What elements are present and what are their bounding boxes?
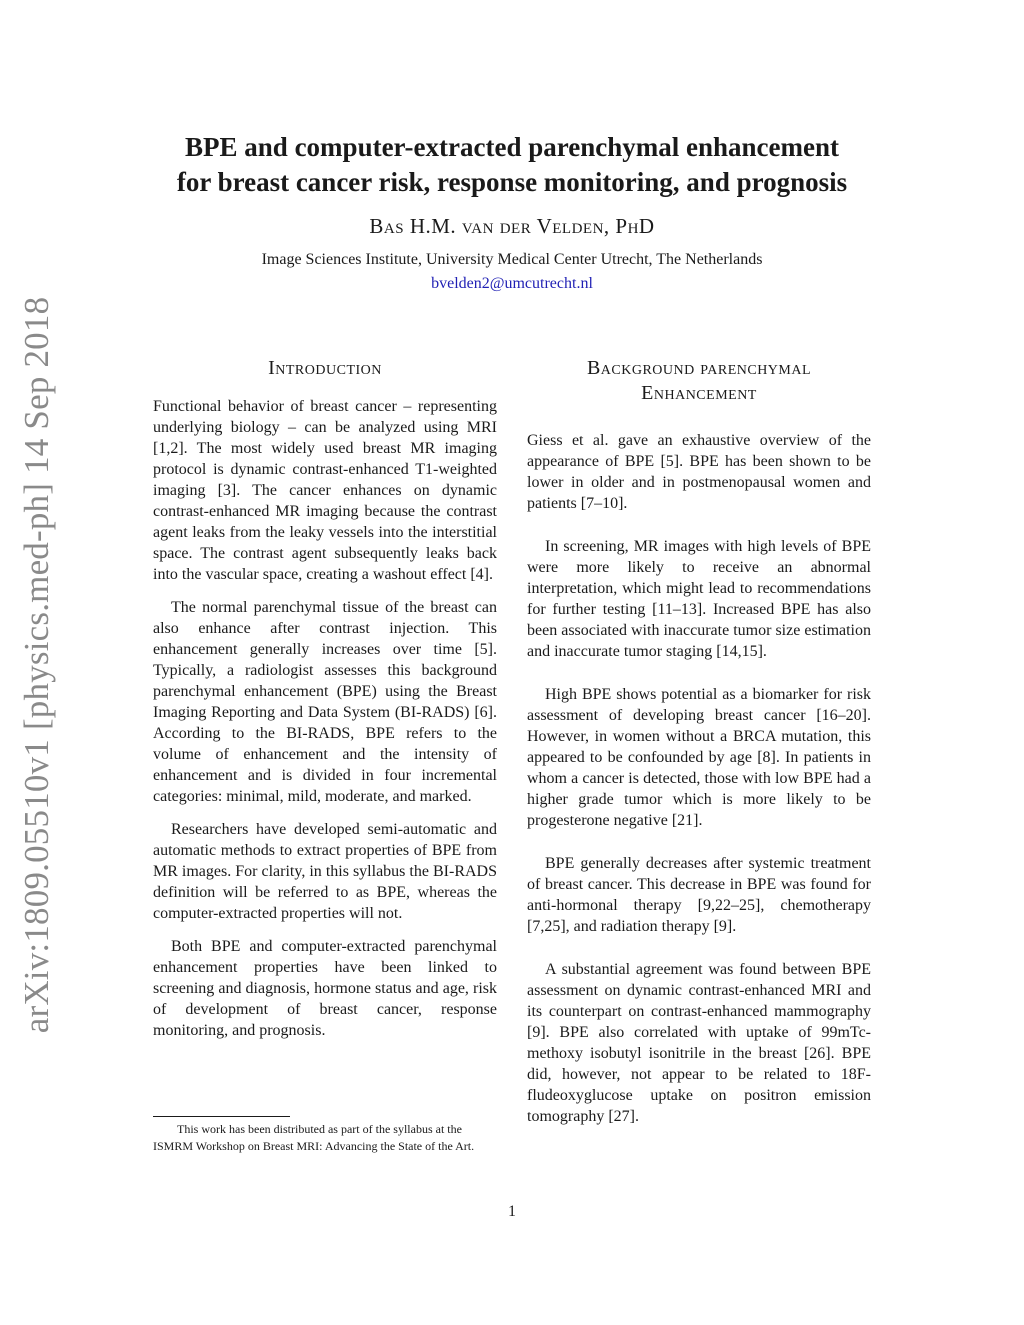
bpe-paragraph-3: High BPE shows potential as a biomarker for risk assessment of developing breast cancer [16–20]. However, in women without a BRCA mutation, this appeared to be confounded by age [8]. In patients in whom a cancer is detected, those with low BPE had a higher grade tumor which is more likely to be progesterone negative [21]. — [527, 686, 871, 829]
intro-paragraph-4: Both BPE and computer-extracted parenchymal enhancement properties have been linked to screening and diagnosis, hormone status and age, risk of development of breast cancer, response monitoring, and prognosis. — [153, 938, 497, 1039]
bpe-paragraph-2: In screening, MR images with high levels of BPE were more likely to receive an abnormal interpretation, which might lead to recommendations for further testing [11–13]. Increased BPE has also been associated with inaccurate tumor size estimation and inaccurate tumor staging [14,15]. — [527, 538, 871, 660]
author: Bas H.M. van der Velden, PhD — [369, 214, 655, 238]
arxiv-stamp — [12, 296, 62, 1034]
intro-paragraph-2: The normal parenchymal tissue of the breast can also enhance after contrast injection. This enhancement generally increases over time [5]. Typically, a radiologist assesses this background parenchymal enhancement (BPE) using the Breast Imaging Reporting and Data System (BI-RADS) [6]. According to the BI-RADS, BPE refers to the volume of enhancement and the intensity of enhancement and is divided in four incremental categories: minimal, mild, moderate, and marked. — [153, 599, 497, 805]
arxiv-id: arXiv:1809.05510v1 [physics.med-ph] 14 Sep 2018 — [17, 296, 56, 1034]
intro-paragraph-1: Functional behavior of breast cancer – representing underlying biology – can be analyzed using MRI [1,2]. The most widely used breast MR imaging protocol is dynamic contrast-enhanced T1-weighted imaging [3]. The cancer enhances on dynamic contrast-enhanced MR imaging because the contrast agent leaks from the leaky vessels into the interstitial space. The contrast agent subsequently leaks back into the vascular space, creating a washout effect [4]. — [153, 398, 497, 583]
bpe-paragraph-1: Giess et al. gave an exhaustive overview of the appearance of BPE [5]. BPE has been shown to be lower in older and in postmenopausal women and patients [7–10]. — [527, 432, 871, 512]
affiliation: Image Sciences Institute, University Medical Center Utrecht, The Netherlands — [261, 251, 763, 268]
bpe-section — [527, 356, 871, 1127]
title-line-1: BPE and computer-extracted parenchymal enhancement — [185, 132, 839, 162]
title-line-2: for breast cancer risk, response monitoring, and prognosis — [176, 167, 848, 197]
bpe-paragraph-5: A substantial agreement was found between BPE assessment on dynamic contrast-enhanced MRI and its counterpart on contrast-enhanced mammography [9]. BPE also correlated with uptake of 99mTc-methoxy isobutyl isonitrile in the breast [26]. BPE did, however, not appear to be related to 18F-fludeoxyglucose uptake on positron emission tomography [27]. — [527, 961, 871, 1125]
footnote: This work has been distributed as part of the syllabus at the ISMRM Workshop on Breast MRI: Advancing the State of the Art. — [153, 1122, 475, 1153]
introduction-section — [153, 356, 497, 1041]
email-link[interactable]: bvelden2@umcutrecht.nl — [431, 275, 593, 292]
bpe-heading: Background parenchymal Enhancement — [586, 357, 812, 404]
page-number: 1 — [508, 1203, 516, 1220]
bpe-paragraph-4: BPE generally decreases after systemic treatment of breast cancer. This decrease in BPE was found for anti-hormonal therapy [9,22–25], chemotherapy [7,25], and radiation therapy [9]. — [527, 855, 871, 935]
footnote-rule — [153, 1116, 290, 1117]
intro-paragraph-3: Researchers have developed semi-automatic and automatic methods to extract properties of BPE from MR images. For clarity, in this syllabus the BI-RADS definition will be referred to as BPE, whereas the computer-extracted properties will not. — [153, 821, 497, 922]
introduction-heading: Introduction — [268, 357, 382, 379]
paper-title — [120, 130, 904, 200]
email-line — [120, 275, 904, 293]
